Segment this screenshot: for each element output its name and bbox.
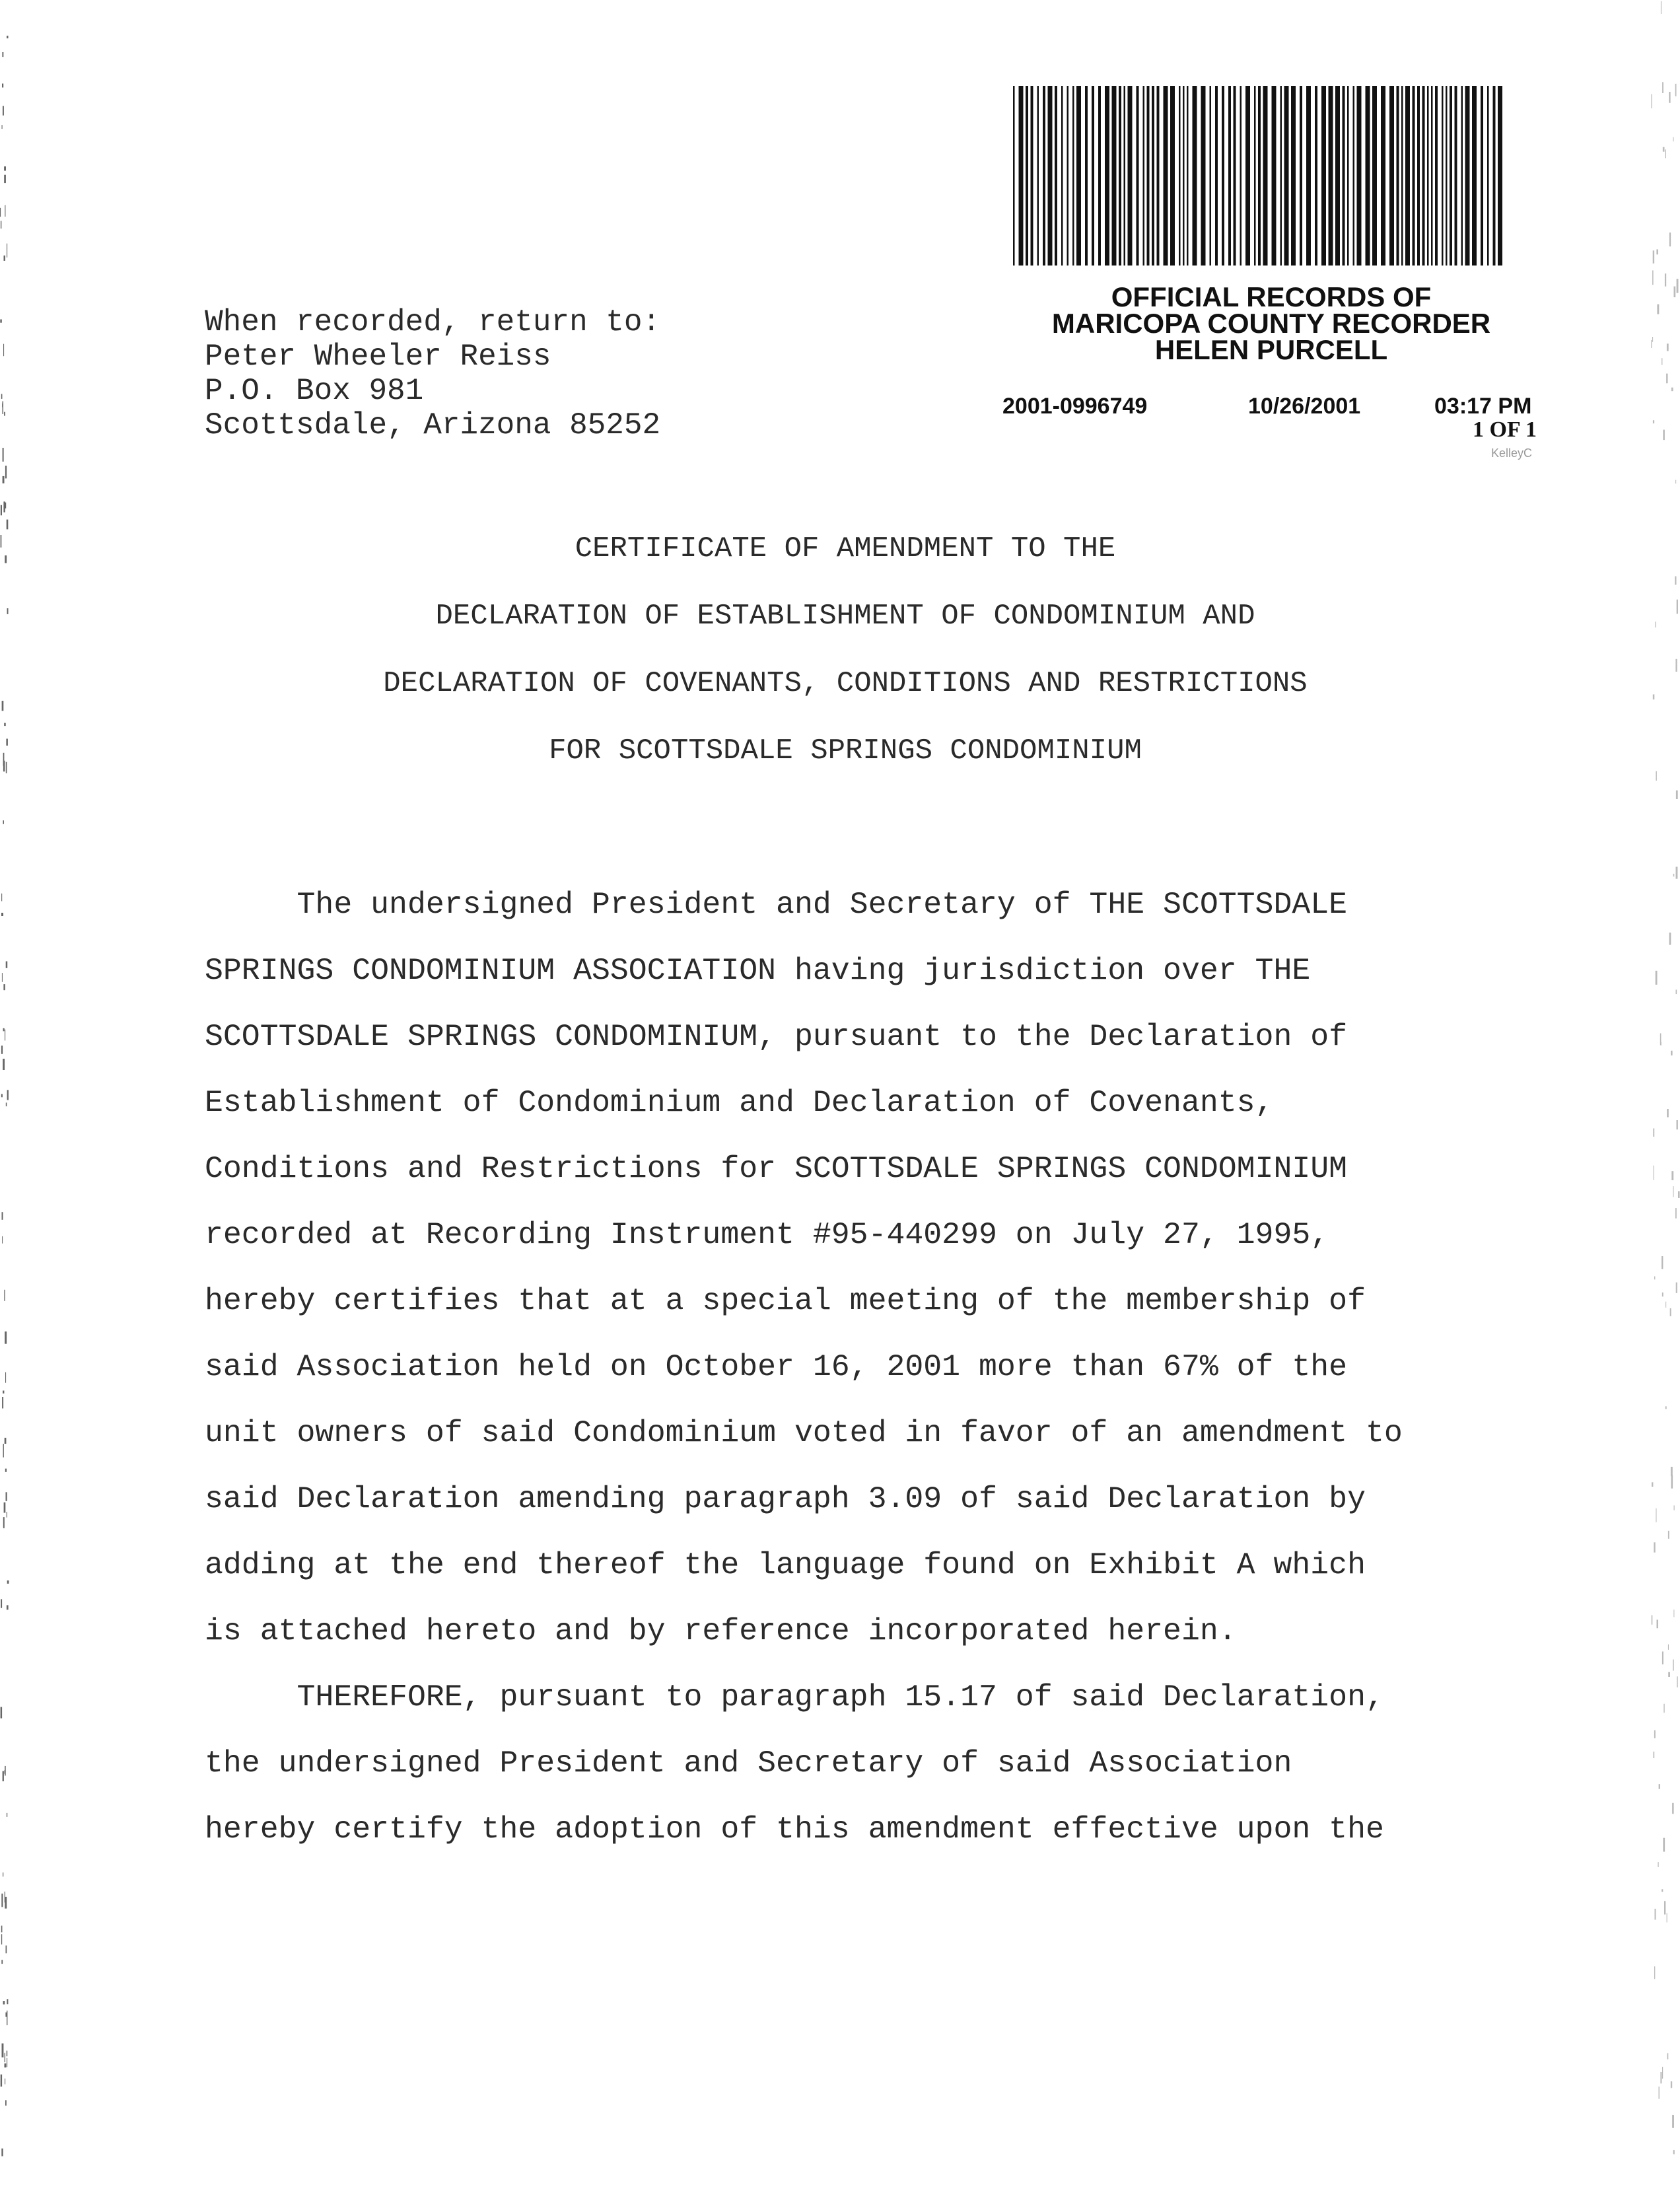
- document-number: 2001-0996749: [1002, 394, 1148, 419]
- body-line: Conditions and Restrictions for SCOTTSDALE SPRINGS CONDOMINIUM: [205, 1151, 1348, 1186]
- return-address-line: When recorded, return to:: [205, 305, 661, 339]
- document-title: [205, 515, 1486, 785]
- body-line: the undersigned President and Secretary of said Association: [205, 1746, 1292, 1781]
- barcode-icon: [1010, 86, 1507, 266]
- page-count: 1 OF 1: [1473, 417, 1537, 442]
- body-line: adding at the end thereof the language found on Exhibit A which: [205, 1547, 1366, 1582]
- body-line: SCOTTSDALE SPRINGS CONDOMINIUM, pursuant to the Declaration of: [205, 1019, 1348, 1054]
- recorder-office-line: OFFICIAL RECORDS OF: [1111, 281, 1432, 312]
- title-line: FOR SCOTTSDALE SPRINGS CONDOMINIUM: [549, 734, 1142, 767]
- body-line: hereby certify the adoption of this amendment effective upon the: [205, 1812, 1384, 1847]
- body-line: recorded at Recording Instrument #95-440299 on July 27, 1995,: [205, 1217, 1329, 1252]
- body-line: SPRINGS CONDOMINIUM ASSOCIATION having jurisdiction over THE: [205, 953, 1311, 988]
- return-address-line: Peter Wheeler Reiss: [205, 339, 551, 374]
- clerk-initials: KelleyC: [1491, 446, 1533, 460]
- recording-date: 10/26/2001: [1248, 394, 1361, 419]
- title-line: CERTIFICATE OF AMENDMENT TO THE: [575, 532, 1116, 565]
- scan-edge-marks: [1651, 0, 1680, 2198]
- document-body: [205, 872, 1539, 1862]
- recording-time: 03:17 PM: [1434, 394, 1532, 419]
- return-address: [205, 305, 660, 443]
- body-line: Establishment of Condominium and Declaration of Covenants,: [205, 1085, 1274, 1120]
- title-line: DECLARATION OF COVENANTS, CONDITIONS AND RESTRICTIONS: [383, 667, 1308, 700]
- recorder-office-line: HELEN PURCELL: [1154, 334, 1388, 365]
- return-address-line: P.O. Box 981: [205, 374, 424, 408]
- body-line: The undersigned President and Secretary of THE SCOTTSDALE: [205, 887, 1348, 922]
- body-line: hereby certifies that at a special meeting of the membership of: [205, 1283, 1366, 1318]
- scan-edge-marks: [0, 0, 9, 2198]
- body-line: is attached hereto and by reference incorporated herein.: [205, 1613, 1237, 1648]
- recorder-office-line: MARICOPA COUNTY RECORDER: [1051, 308, 1491, 339]
- body-line: THEREFORE, pursuant to paragraph 15.17 of said Declaration,: [205, 1680, 1384, 1715]
- title-line: DECLARATION OF ESTABLISHMENT OF CONDOMINIUM AND: [435, 600, 1255, 633]
- return-address-line: Scottsdale, Arizona 85252: [205, 408, 661, 443]
- body-line: unit owners of said Condominium voted in favor of an amendment to: [205, 1415, 1403, 1450]
- body-line: said Declaration amending paragraph 3.09 of said Declaration by: [205, 1481, 1366, 1516]
- body-line: said Association held on October 16, 2001 more than 67% of the: [205, 1349, 1348, 1384]
- recorder-stamp: [1010, 281, 1532, 365]
